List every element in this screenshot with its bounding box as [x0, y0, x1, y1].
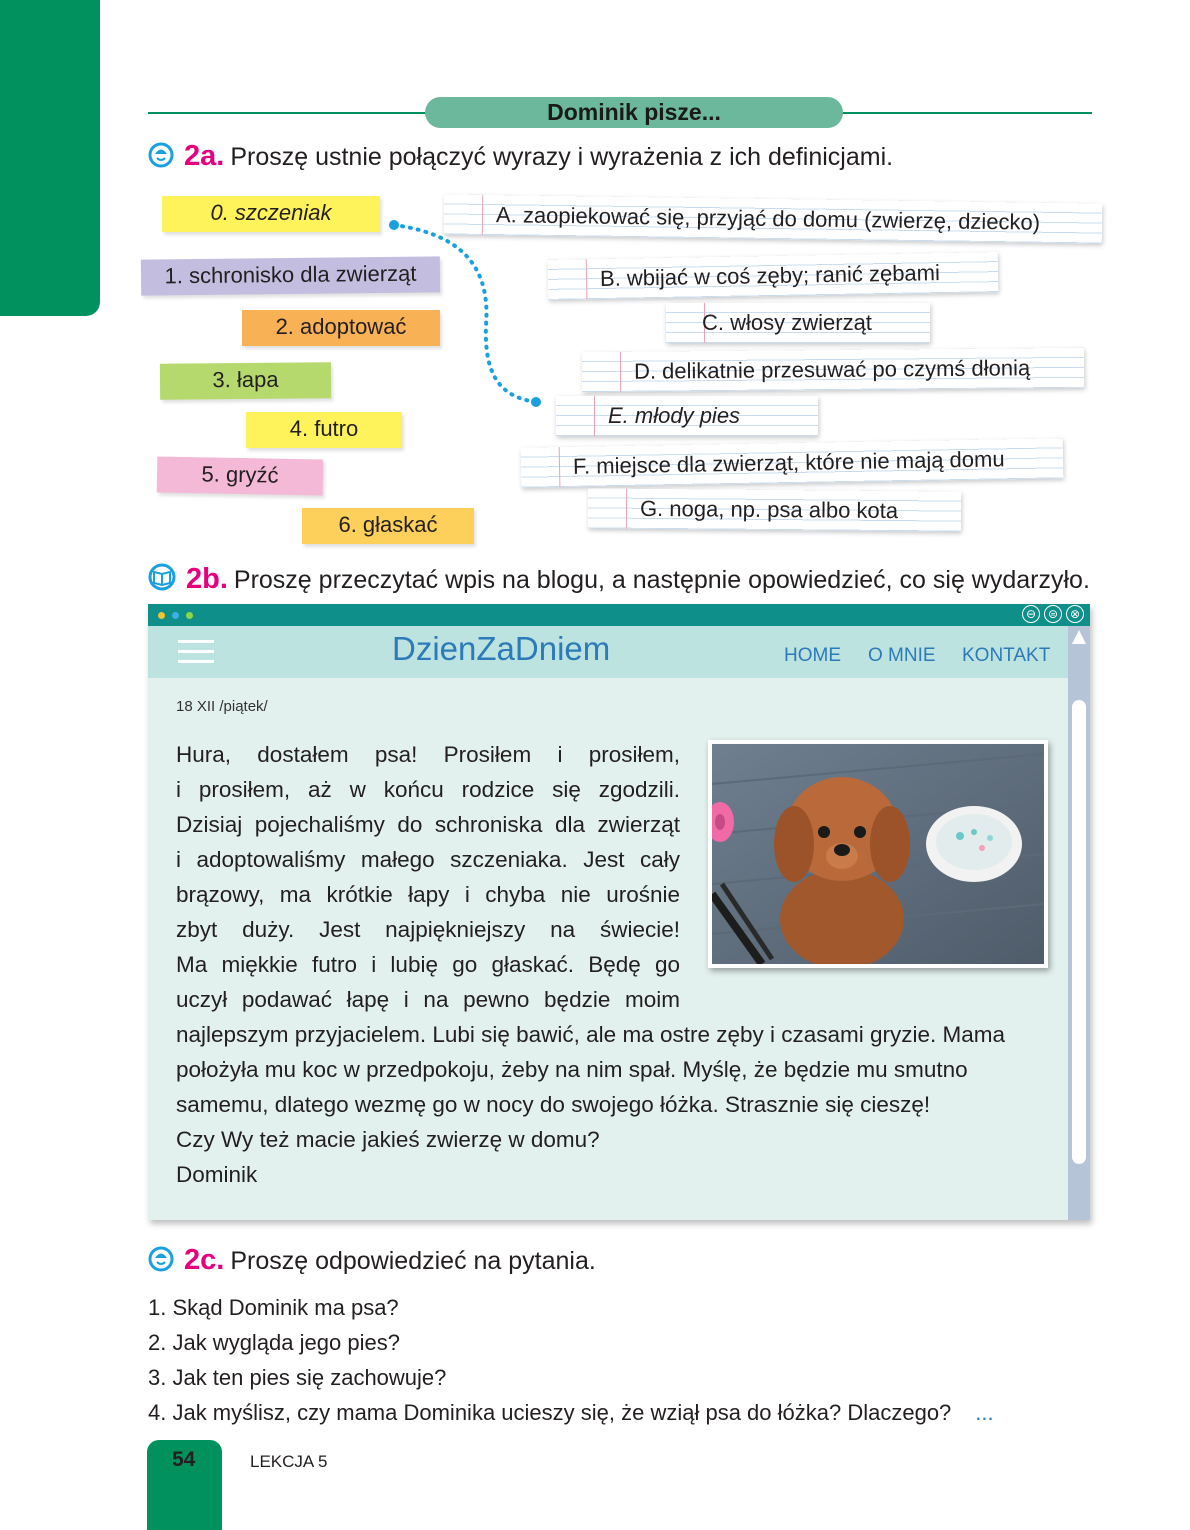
word-card: 1. schronisko dla zwierząt: [141, 256, 440, 295]
window-dot[interactable]: [186, 612, 193, 619]
blog-navbar: [148, 626, 1068, 678]
task-instruction: Proszę przeczytać wpis na blogu, a następnie opowiedzieć, co się wydarzyło.: [233, 566, 1090, 594]
task-instruction: Proszę ustnie połączyć wyrazy i wyrażenia z ich definicjami.: [230, 143, 894, 171]
nav-home[interactable]: HOME: [784, 645, 841, 666]
window-dot[interactable]: [158, 612, 165, 619]
nav-about[interactable]: O MNIE: [868, 645, 936, 666]
speaking-icon: [148, 140, 174, 175]
post-text-wide: najlepszym przyjacielem. Lubi się bawić, ale ma ostre zęby i czasami gryzie. Mama położyła mu koc w przedpokoju, żeby na nim spał. Myślę, że będzie mu smutno samemu, dlatego wezmę go w nocy do swojego łóżka. Strasznie się cieszę! Czy Wy też macie jakieś zwierzę w domu? Dominik: [176, 1022, 1006, 1187]
word-card: 6. głaskać: [302, 508, 474, 544]
speaking-icon: [148, 1244, 174, 1279]
window-titlebar: [148, 604, 1090, 626]
word-card: 2. adoptować: [242, 310, 440, 346]
definition-strip: B. wbijać w coś zęby; ranić zębami: [548, 252, 999, 300]
post-date: 18 XII /piątek/: [176, 698, 268, 715]
question-item: 1. Skąd Dominik ma psa?: [148, 1295, 399, 1320]
task-number: 2c.: [184, 1244, 225, 1276]
maximize-icon[interactable]: ⊜: [1044, 605, 1062, 623]
minimize-icon[interactable]: ⊖: [1022, 605, 1040, 623]
lesson-label: LEKCJA 5: [250, 1452, 328, 1471]
close-icon[interactable]: ⊗: [1066, 605, 1084, 623]
task-instruction: Proszę odpowiedzieć na pytania.: [230, 1247, 596, 1275]
word-card: 5. gryźć: [157, 457, 324, 496]
edge-tab: [0, 0, 100, 316]
puppy-photo: [708, 740, 1048, 968]
reading-icon: [148, 563, 176, 598]
window-dot[interactable]: [172, 612, 179, 619]
question-item: 2. Jak wygląda jego pies?: [148, 1330, 400, 1355]
blog-title[interactable]: DzienZaDniem: [392, 630, 611, 667]
question-item: 3. Jak ten pies się zachowuje?: [148, 1365, 447, 1390]
definition-strip: A. zaopiekować się, przyjąć do domu (zwierzę, dziecko): [444, 194, 1102, 243]
definition-strip: D. delikatnie przesuwać po czymś dłonią: [582, 348, 1084, 392]
nav-contact[interactable]: KONTAKT: [962, 645, 1051, 666]
task-number: 2b.: [186, 563, 228, 595]
connector-line: [380, 215, 550, 415]
section-title: Dominik pisze...: [425, 97, 843, 128]
word-card: 0. szczeniak: [162, 196, 380, 232]
blog-window: [148, 604, 1090, 1220]
page-number: 54: [172, 1448, 196, 1471]
word-card: 4. futro: [246, 412, 402, 448]
scroll-up-icon[interactable]: [1072, 630, 1086, 644]
post-text-narrow: Hura, dostałem psa! Prosiłem i prosiłem, i prosiłem, aż w końcu rodzice się zgodzili. Dzisiaj pojechaliśmy do schroniska dla zwierząt i adoptowaliśmy małego szczeniaka. Jest cały brązowy, ma krótkie łapy i chyba nie urośnie zbyt duży. Jest najpiękniejszy na świecie! Ma miękkie futro i lubię go głaskać. Będę go uczył podawać łapę i na pewno będzie moim: [176, 742, 680, 1012]
task-2a-heading: [148, 140, 893, 175]
more-indicator: ...: [975, 1400, 994, 1425]
scroll-thumb[interactable]: [1072, 700, 1086, 1164]
word-card: 3. łapa: [160, 362, 331, 399]
menu-icon[interactable]: [178, 640, 214, 664]
definition-strip: F. miejsce dla zwierząt, które nie mają domu: [521, 438, 1064, 487]
task-number: 2a.: [184, 140, 225, 172]
definition-strip: G. noga, np. psa albo kota: [588, 488, 961, 531]
task-2b-heading: [148, 563, 1090, 598]
task-2c-heading: [148, 1244, 596, 1279]
question-item: 4. Jak myślisz, czy mama Dominika ucieszy się, że wziął psa do łóżka? Dlaczego? ...: [148, 1400, 994, 1425]
question-list: [148, 1290, 994, 1430]
definition-strip: C. włosy zwierząt: [666, 303, 930, 343]
definition-strip: E. młody pies: [556, 396, 818, 436]
